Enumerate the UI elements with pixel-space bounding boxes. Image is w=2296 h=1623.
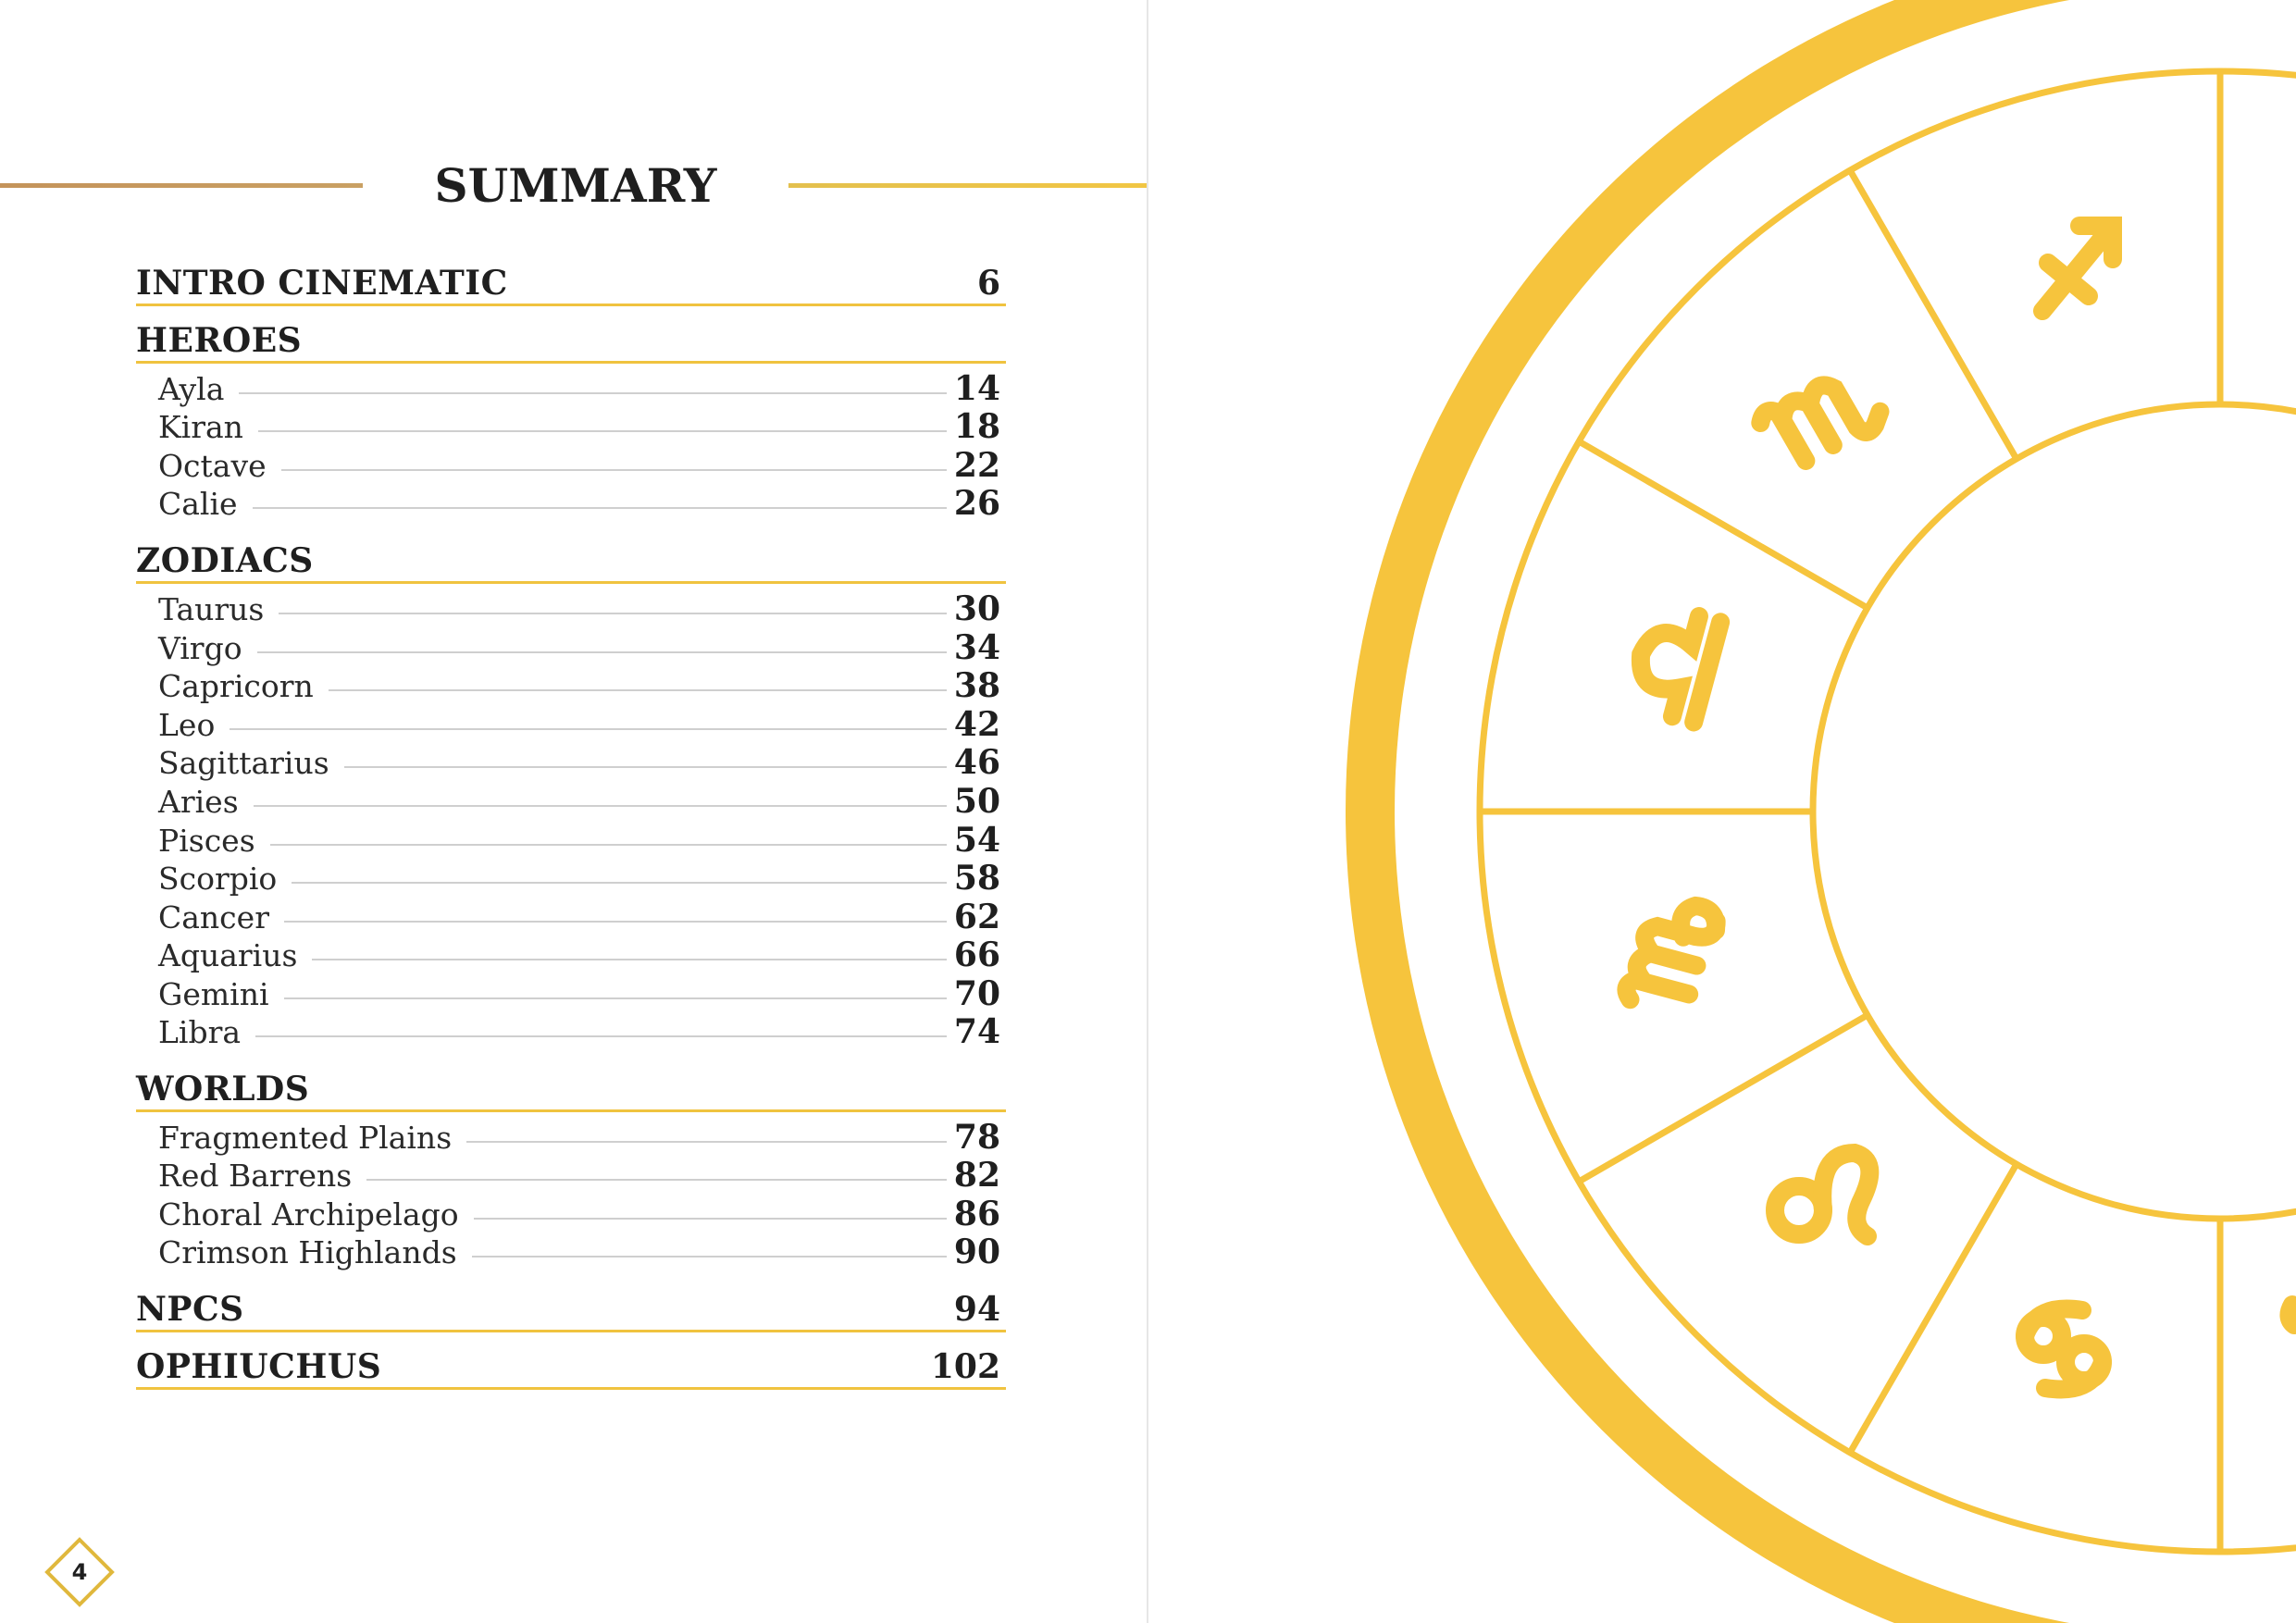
- entry-page-number: 86: [953, 1195, 1000, 1233]
- entry-name: Leo: [158, 706, 216, 743]
- toc-section-zodiacs[interactable]: [136, 531, 1006, 584]
- entry-name: Cancer: [158, 898, 269, 935]
- title-rule-right: [788, 183, 1148, 188]
- toc-entry-choral-archipelago[interactable]: [158, 1196, 1000, 1233]
- entry-name: Red Barrens: [158, 1157, 353, 1194]
- dot-leader: [366, 1179, 947, 1181]
- dot-leader: [239, 392, 947, 394]
- toc-entry-crimson-highlands[interactable]: [158, 1233, 1000, 1270]
- toc-entry-octave[interactable]: [158, 447, 1000, 484]
- dot-leader: [292, 882, 947, 884]
- entry-page-number: 14: [953, 369, 1000, 408]
- toc-entry-scorpio[interactable]: [158, 860, 1000, 897]
- section-label: NPCS: [136, 1290, 244, 1329]
- entry-page-number: 78: [953, 1118, 1000, 1157]
- entry-name: Sagittarius: [158, 744, 329, 781]
- dot-leader: [279, 613, 947, 614]
- dot-leader: [255, 1035, 947, 1037]
- partial-glyph-icon: [2289, 1305, 2294, 1325]
- toc-entry-cancer[interactable]: [158, 898, 1000, 935]
- zodiac-wheel-illustration: [1148, 0, 2296, 1623]
- toc-entry-calie[interactable]: [158, 485, 1000, 522]
- dot-leader: [474, 1218, 947, 1220]
- entry-page-number: 58: [953, 859, 1000, 898]
- toc-section-worlds[interactable]: [136, 1059, 1006, 1112]
- toc-entry-ayla[interactable]: [158, 370, 1000, 407]
- toc-section-ophiuchus[interactable]: [136, 1337, 1006, 1390]
- toc-entry-fragmented-plains[interactable]: [158, 1119, 1000, 1156]
- toc-entry-sagittarius[interactable]: [158, 744, 1000, 781]
- entry-name: Pisces: [158, 822, 255, 859]
- toc-entry-pisces[interactable]: [158, 822, 1000, 859]
- dot-leader: [230, 728, 947, 730]
- toc-entry-virgo[interactable]: [158, 629, 1000, 666]
- toc-entry-aquarius[interactable]: [158, 936, 1000, 973]
- dot-leader: [284, 997, 947, 999]
- entry-page-number: 18: [953, 407, 1000, 446]
- dot-leader: [329, 689, 947, 691]
- entry-page-number: 50: [953, 782, 1000, 821]
- dot-leader: [472, 1256, 947, 1258]
- dot-leader: [312, 959, 947, 960]
- toc-entry-taurus[interactable]: [158, 590, 1000, 627]
- entry-page-number: 82: [953, 1156, 1000, 1195]
- toc-entry-kiran[interactable]: [158, 408, 1000, 445]
- entry-page-number: 38: [953, 666, 1000, 705]
- entry-name: Scorpio: [158, 860, 278, 897]
- dot-leader: [344, 766, 947, 768]
- toc-entry-gemini[interactable]: [158, 975, 1000, 1012]
- entry-page-number: 26: [953, 484, 1000, 523]
- section-page-number: 102: [930, 1347, 1000, 1386]
- entry-name: Aries: [158, 783, 239, 820]
- toc-entry-libra[interactable]: [158, 1013, 1000, 1050]
- entry-name: Crimson Highlands: [158, 1233, 457, 1270]
- entry-name: Ayla: [158, 370, 225, 407]
- toc-entry-capricorn[interactable]: [158, 667, 1000, 704]
- toc-section-heroes[interactable]: [136, 311, 1006, 364]
- entry-page-number: 90: [953, 1233, 1000, 1271]
- entry-name: Fragmented Plains: [158, 1119, 453, 1156]
- dot-leader: [258, 430, 947, 432]
- entry-page-number: 66: [953, 935, 1000, 974]
- section-label: INTRO CINEMATIC: [136, 264, 508, 303]
- entry-page-number: 54: [953, 821, 1000, 860]
- dot-leader: [254, 805, 947, 807]
- entry-name: Aquarius: [158, 936, 298, 973]
- entry-page-number: 70: [953, 974, 1000, 1013]
- entry-page-number: 22: [953, 446, 1000, 485]
- entry-name: Kiran: [158, 408, 243, 445]
- title-rule-left: [0, 183, 363, 188]
- dot-leader: [253, 507, 947, 509]
- toc-section-npcs[interactable]: [136, 1280, 1006, 1332]
- entry-name: Octave: [158, 447, 267, 484]
- dot-leader: [466, 1141, 947, 1143]
- toc-entry-aries[interactable]: [158, 783, 1000, 820]
- entry-name: Taurus: [158, 590, 265, 627]
- entry-page-number: 74: [953, 1012, 1000, 1051]
- dot-leader: [281, 469, 947, 471]
- entry-name: Virgo: [158, 629, 242, 666]
- entry-page-number: 42: [953, 705, 1000, 744]
- page-number: 4: [71, 1559, 88, 1585]
- toc-section-intro-cinematic[interactable]: [136, 254, 1006, 306]
- zodiac-wheel-page: [1148, 0, 2296, 1623]
- dot-leader: [284, 921, 947, 923]
- section-label: HEROES: [136, 321, 303, 360]
- section-label: WORLDS: [136, 1070, 310, 1109]
- entry-name: Libra: [158, 1013, 242, 1050]
- entry-page-number: 46: [953, 743, 1000, 782]
- section-label: ZODIACS: [136, 541, 314, 580]
- entry-page-number: 30: [953, 589, 1000, 628]
- entry-name: Capricorn: [158, 667, 314, 704]
- entry-name: Calie: [158, 485, 238, 522]
- summary-title: SUMMARY: [434, 158, 717, 213]
- toc-entry-leo[interactable]: [158, 706, 1000, 743]
- dot-leader: [257, 651, 947, 653]
- section-label: OPHIUCHUS: [136, 1347, 382, 1386]
- section-page-number: 94: [953, 1290, 1000, 1329]
- entry-name: Choral Archipelago: [158, 1196, 459, 1233]
- entry-page-number: 62: [953, 898, 1000, 936]
- dot-leader: [270, 844, 947, 846]
- entry-name: Gemini: [158, 975, 269, 1012]
- entry-page-number: 34: [953, 628, 1000, 667]
- toc-entry-red-barrens[interactable]: [158, 1157, 1000, 1194]
- section-page-number: 6: [976, 264, 1000, 303]
